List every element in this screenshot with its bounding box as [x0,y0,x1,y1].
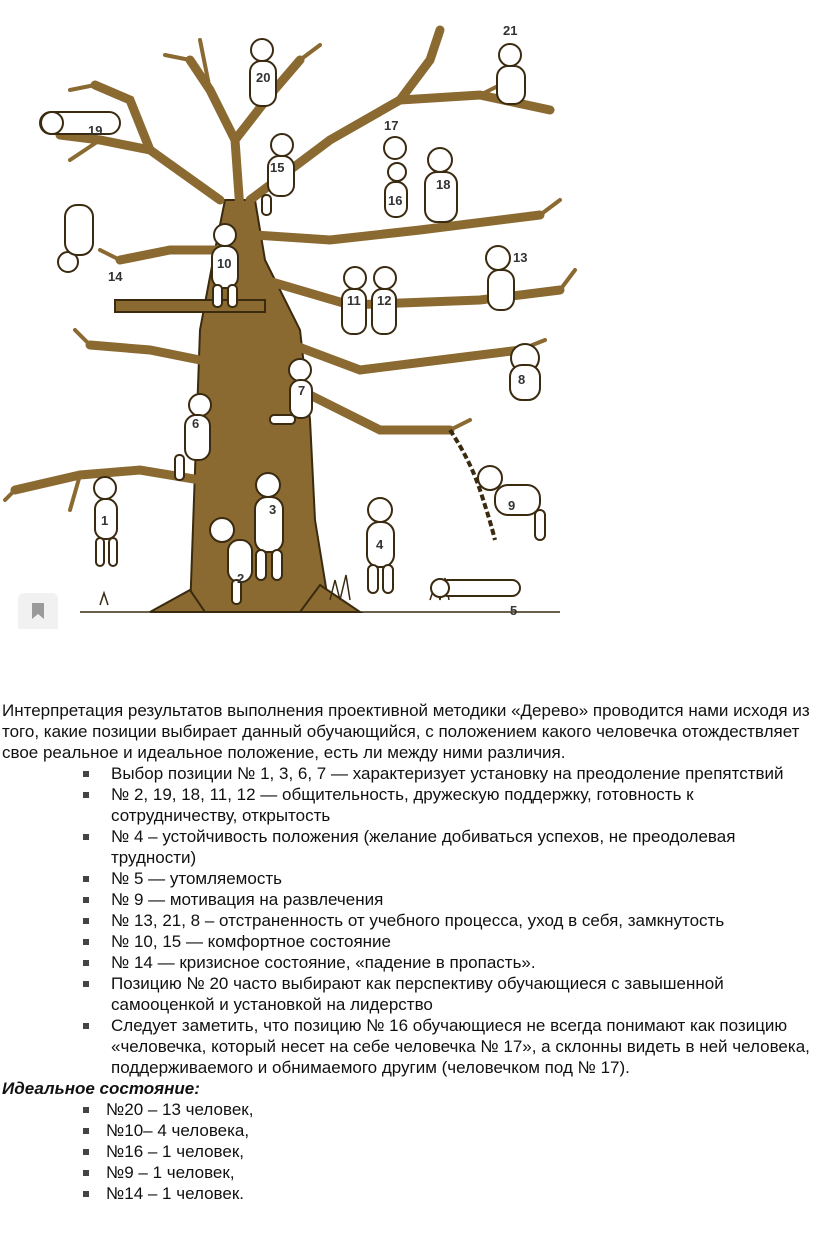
figure-label: 16 [388,193,403,208]
bookmark-icon [31,603,45,619]
figure-label: 14 [108,269,123,284]
bookmark-button[interactable] [18,593,58,629]
figure-label: 10 [217,256,232,271]
list-item: №14 – 1 человек. [2,1183,814,1204]
bullet-icon [83,1191,89,1197]
figure-14-icon [58,205,93,272]
figure-21-icon [497,44,525,104]
figure-label: 11 [347,293,361,308]
intro-paragraph: Интерпретация результатов выполнения проективной методики «Дерево» проводится нами исходя из того, какие позиции выбирает данный обучающийся, с положением какого человечка отождествляет свое реальное и идеальное положение, есть ли между ними различия. [2,701,810,762]
list-item: № 14 — кризисное состояние, «падение в пропасть». [2,952,814,973]
list-item: №9 – 1 человек, [2,1162,814,1183]
bullet-icon [83,1170,89,1176]
bullet-icon [83,981,89,987]
bullet-icon [83,876,89,882]
figure-label: 17 [384,118,399,133]
figure-label: 2 [237,571,245,586]
bullet-icon [83,918,89,924]
figure-label: 8 [518,372,526,387]
list-item: №20 – 13 человек, [2,1099,814,1120]
tree-illustration [0,0,580,625]
document-text [2,700,814,1204]
figure-label: 12 [377,293,392,308]
figure-label: 21 [503,23,518,38]
figure-13-icon [486,246,514,310]
figure-label: 7 [298,383,306,398]
list-item: Позицию № 20 часто выбирают как перспективу обучающиеся с завышенной самооценкой и установкой на лидерство [2,973,814,1015]
figure-16-icon [385,163,407,217]
figure-label: 18 [436,177,451,192]
figure-label: 1 [101,513,109,528]
ideal-state-list [2,1099,814,1204]
list-item: № 13, 21, 8 – отстраненность от учебного процесса, уход в себя, замкнутость [2,910,814,931]
interpretation-list [2,763,814,1078]
figure-label: 4 [376,537,384,552]
list-item: № 5 — утомляемость [2,868,814,889]
list-item: Выбор позиции № 1, 3, 6, 7 — характеризует установку на преодоление препятствий [2,763,814,784]
platform [115,300,265,312]
bullet-icon [83,1128,89,1134]
list-item: № 10, 15 — комфортное состояние [2,931,814,952]
bullet-icon [83,939,89,945]
bullet-icon [83,1107,89,1113]
list-item: № 9 — мотивация на развлечения [2,889,814,910]
bullet-icon [83,1149,89,1155]
list-item: №16 – 1 человек, [2,1141,814,1162]
bullet-icon [83,834,89,840]
figure-label: 9 [508,498,516,513]
list-item: Следует заметить, что позицию № 16 обучающиеся не всегда понимают как позицию «человечка, который несет на себе человечка № 17», а склонны видеть в ней человека, поддерживаемого и обнимаемого другим (человечком под № 17). [2,1015,814,1078]
figure-label: 13 [513,250,528,265]
figure-label: 19 [88,123,103,138]
figure-5-icon [431,579,520,597]
figure-19-icon [40,112,120,134]
figure-label: 5 [510,603,518,618]
list-item: №10– 4 человека, [2,1120,814,1141]
figure-label: 3 [269,502,277,517]
bullet-icon [83,792,89,798]
bullet-icon [83,960,89,966]
figure-label: 6 [192,416,200,431]
figure-label: 20 [256,70,271,85]
figure-17-icon [384,137,406,159]
list-item: № 2, 19, 18, 11, 12 — общительность, дружескую поддержку, готовность к сотрудничеству, открытость [2,784,814,826]
list-item: № 4 – устойчивость положения (желание добиваться успехов, не преодолевая трудности) [2,826,814,868]
bullet-icon [83,897,89,903]
ideal-state-heading: Идеальное состояние: [2,1079,200,1098]
bullet-icon [83,1023,89,1029]
bullet-icon [83,771,89,777]
figure-label: 15 [270,160,285,175]
